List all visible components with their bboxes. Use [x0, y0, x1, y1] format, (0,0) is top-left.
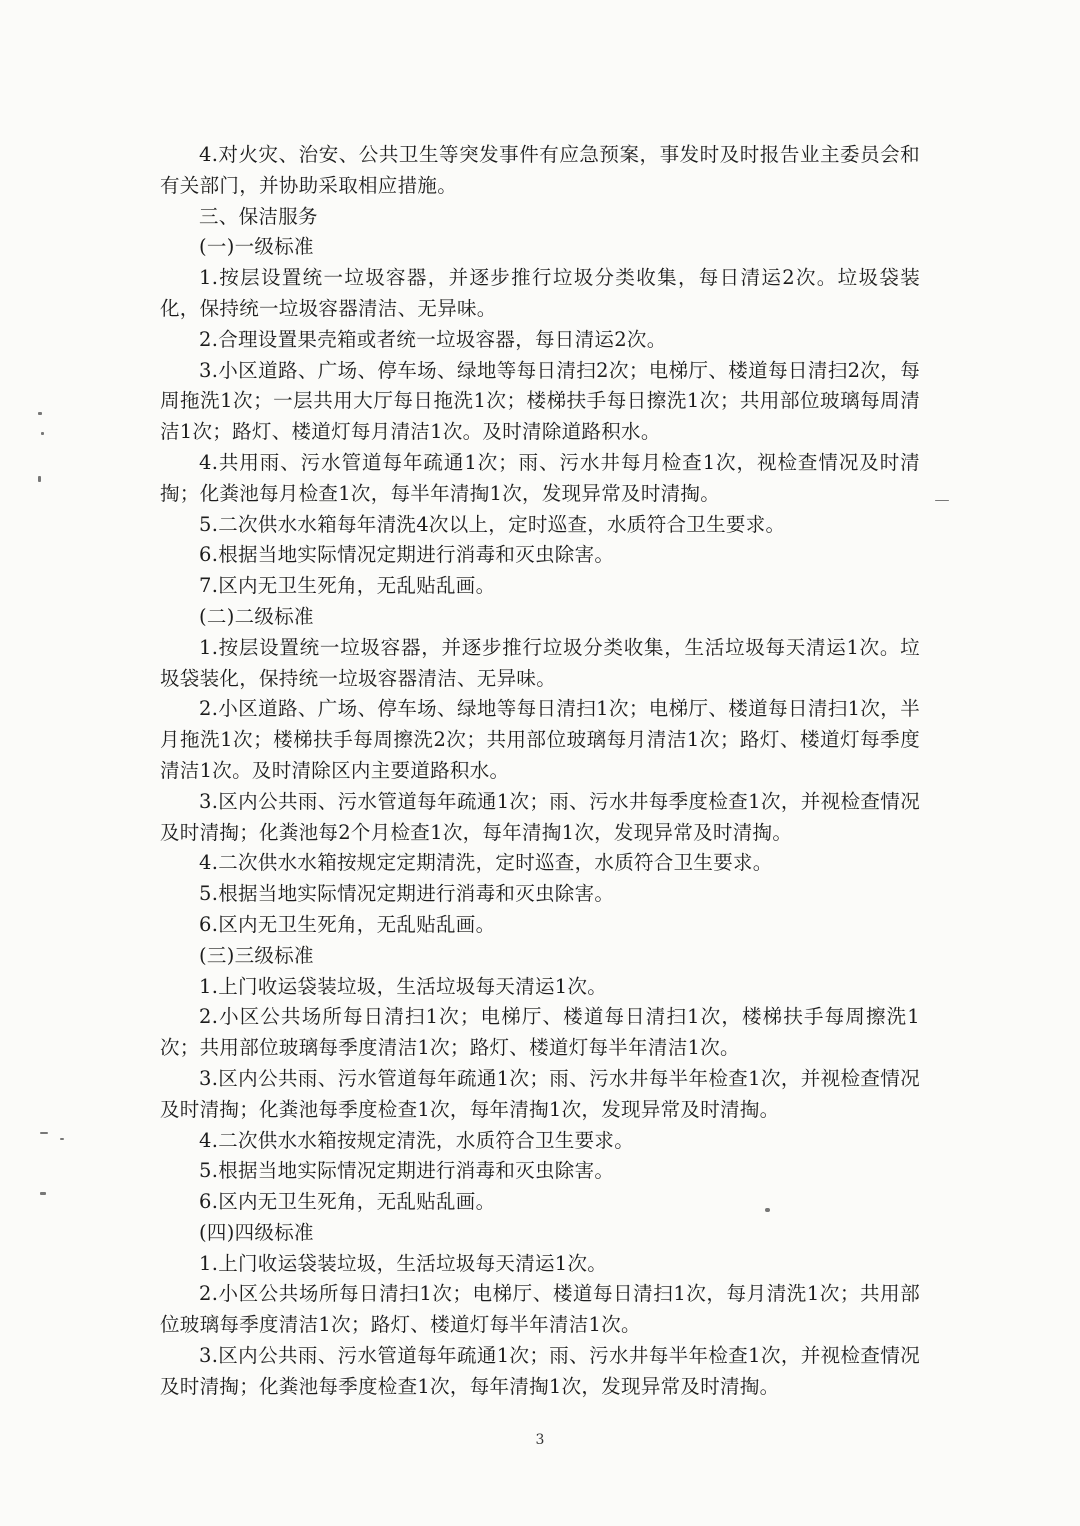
- subsection-heading: (二)二级标准: [199, 604, 314, 628]
- paragraph: 5.二次供水水箱每年清洗4次以上，定时巡查，水质符合卫生要求。: [199, 512, 786, 536]
- paragraph: 4.共用雨、污水管道每年疏通1次；雨、污水井每月检查1次，视检查情况及时清掏；化粪池每月检查1次，每半年清掏1次，发现异常及时清掏。: [160, 450, 920, 505]
- scan-speck: [935, 500, 949, 501]
- paragraph: 7.区内无卫生死角，无乱贴乱画。: [199, 574, 496, 598]
- paragraph: 3.区内公共雨、污水管道每年疏通1次；雨、污水井每半年检查1次，并视检查情况及时清掏；化粪池每季度检查1次，每年清掏1次，发现异常及时清掏。: [160, 1066, 920, 1121]
- scan-speck: [60, 1138, 64, 1140]
- document-body: [160, 140, 920, 1403]
- subsection-heading: (一)一级标准: [199, 235, 314, 259]
- page-number: 3: [535, 1432, 545, 1448]
- paragraph: 2.小区公共场所每日清扫1次；电梯厅、楼道每日清扫1次，楼梯扶手每周擦洗1次；共用部位玻璃每季度清洁1次；路灯、楼道灯每半年清洁1次。: [160, 1005, 920, 1060]
- paragraph: 3.区内公共雨、污水管道每年疏通1次；雨、污水井每半年检查1次，并视检查情况及时清掏；化粪池每季度检查1次，每年清掏1次，发现异常及时清掏。: [160, 1344, 920, 1398]
- scan-speck: [38, 476, 41, 482]
- paragraph: 1.按层设置统一垃圾容器，并逐步推行垃圾分类收集，生活垃圾每天清运1次。垃圾袋装化，保持统一垃圾容器清洁、无异味。: [160, 635, 920, 690]
- section-heading: 三、保洁服务: [199, 204, 318, 228]
- paragraph: 4.二次供水水箱按规定清洗，水质符合卫生要求。: [199, 1128, 635, 1152]
- paragraph: 6.区内无卫生死角，无乱贴乱画。: [199, 1190, 496, 1214]
- paragraph: 4.二次供水水箱按规定定期清洗，定时巡查，水质符合卫生要求。: [199, 851, 773, 875]
- paragraph: 6.区内无卫生死角，无乱贴乱画。: [199, 912, 496, 936]
- paragraph: 4.对火灾、治安、公共卫生等突发事件有应急预案，事发时及时报告业主委员会和有关部门，并协助采取相应措施。: [160, 143, 920, 197]
- paragraph: 5.根据当地实际情况定期进行消毒和灭虫除害。: [199, 882, 615, 906]
- paragraph: 2.小区道路、广场、停车场、绿地等每日清扫1次；电梯厅、楼道每日清扫1次，半月拖洗1次；楼梯扶手每周擦洗2次；共用部位玻璃每月清洁1次；路灯、楼道灯每季度清洁1次。及时清除区内主要道路积水。: [160, 697, 920, 782]
- subsection-heading: (三)三级标准: [199, 943, 314, 967]
- paragraph: 1.上门收运袋装垃圾，生活垃圾每天清运1次。: [199, 974, 608, 998]
- scan-speck: [38, 412, 42, 415]
- scan-speck: [40, 1192, 46, 1195]
- paragraph: 3.小区道路、广场、停车场、绿地等每日清扫2次；电梯厅、楼道每日清扫2次，每周拖洗1次；一层共用大厅每日拖洗1次；楼梯扶手每日擦洗1次；共用部位玻璃每周清洁1次；路灯、楼道灯每月清洁1次。及时清除道路积水。: [160, 358, 920, 444]
- paragraph: 3.区内公共雨、污水管道每年疏通1次；雨、污水井每季度检查1次，并视检查情况及时清掏；化粪池每2个月检查1次，每年清掏1次，发现异常及时清掏。: [160, 789, 920, 844]
- scan-speck: [41, 432, 44, 435]
- paragraph: 6.根据当地实际情况定期进行消毒和灭虫除害。: [199, 543, 615, 567]
- scan-speck: [40, 1132, 48, 1134]
- paragraph: 2.小区公共场所每日清扫1次；电梯厅、楼道每日清扫1次，每月清洗1次；共用部位玻璃每季度清洁1次；路灯、楼道灯每半年清洁1次。: [160, 1282, 920, 1337]
- paragraph: 1.按层设置统一垃圾容器，并逐步推行垃圾分类收集，每日清运2次。垃圾袋装化，保持统一垃圾容器清洁、无异味。: [160, 266, 920, 320]
- subsection-heading: (四)四级标准: [199, 1220, 314, 1244]
- paragraph: 1.上门收运袋装垃圾，生活垃圾每天清运1次。: [199, 1251, 608, 1275]
- paragraph: 5.根据当地实际情况定期进行消毒和灭虫除害。: [199, 1159, 615, 1183]
- paragraph: 2.合理设置果壳箱或者统一垃圾容器，每日清运2次。: [199, 327, 667, 351]
